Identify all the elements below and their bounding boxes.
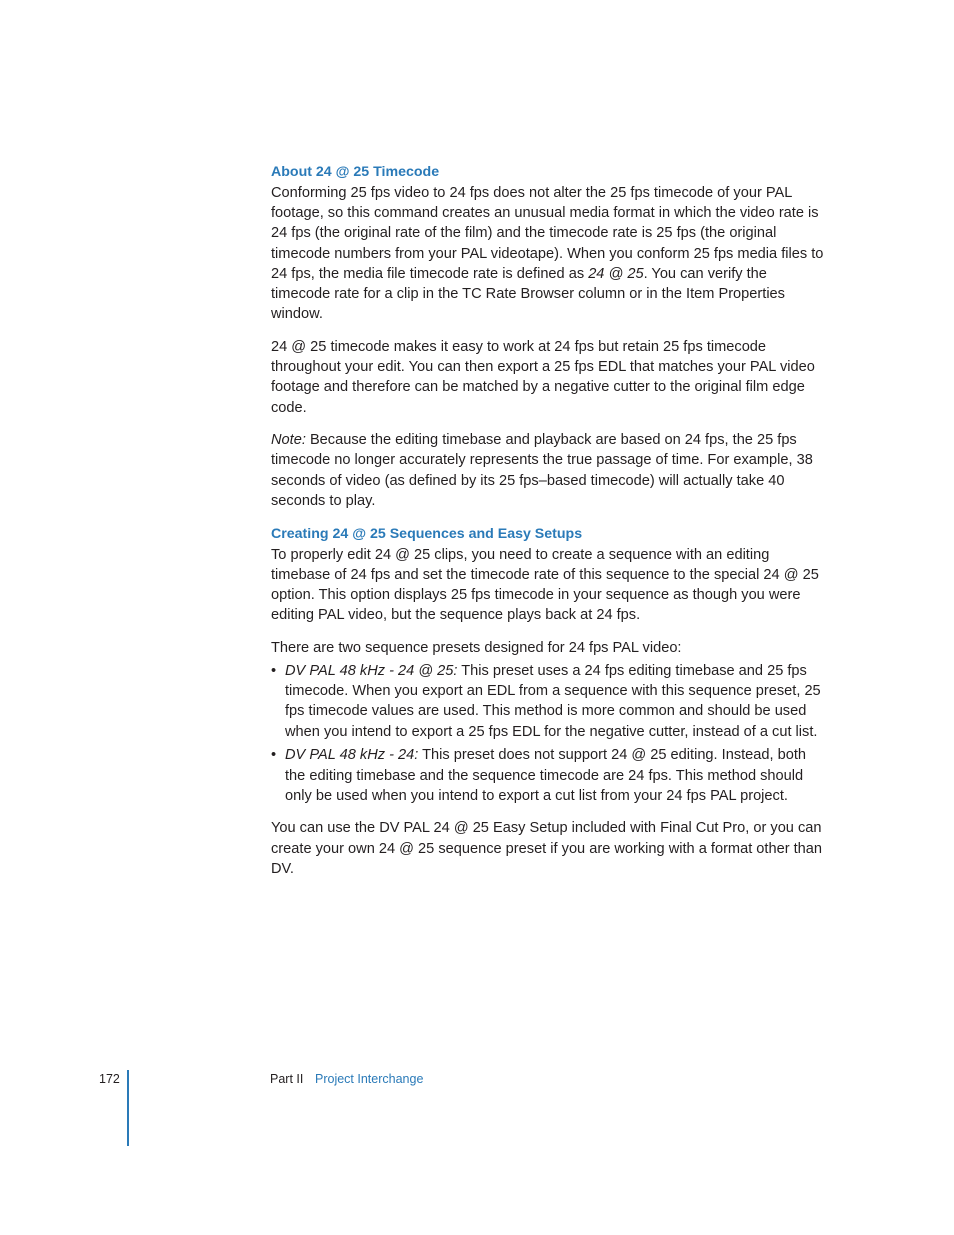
footer-divider <box>127 1070 129 1146</box>
page-number: 172 <box>99 1072 120 1086</box>
paragraph: You can use the DV PAL 24 @ 25 Easy Setup included with Final Cut Pro, or you can create your own 24 @ 25 sequence preset if you are working with a format other than DV. <box>271 820 823 877</box>
section-heading-about-timecode: About 24 @ 25 Timecode <box>271 164 440 180</box>
paragraph: There are two sequence presets designed for 24 fps PAL video: <box>271 639 682 656</box>
preset-name: DV PAL 48 kHz - 24: <box>285 747 419 764</box>
bullet: • <box>271 747 277 764</box>
paragraph-text: . You can verify the timecode rate for a clip in the TC Rate Browser column or in the Item Properties window. <box>271 265 785 323</box>
list-item <box>271 745 829 806</box>
paragraph: 24 @ 25 timecode makes it easy to work at 24 fps but retain 25 fps timecode throughout your edit. You can then export a 25 fps EDL that matches your PAL video footage and therefore can be matched by a negative cutter to the original film edge code. <box>271 338 815 416</box>
list-item <box>271 661 829 742</box>
paragraph: To properly edit 24 @ 25 clips, you need to create a sequence with an editing timebase of 24 fps and set the timecode rate of this sequence to the special 24 @ 25 option. This option displays 25 fps timecode in your sequence as though you were editing PAL video, but the sequence plays back at 24 fps. <box>271 546 819 624</box>
preset-name: DV PAL 48 kHz - 24 @ 25: <box>285 663 458 680</box>
footer-chapter-title: Project Interchange <box>315 1072 424 1086</box>
page-content <box>271 162 829 892</box>
bullet: • <box>271 663 277 680</box>
italic-term: 24 @ 25 <box>588 265 644 282</box>
paragraph-text: Conforming 25 fps video to 24 fps does not alter the 25 fps timecode of your PAL footage, so this command creates an unusual media format in which the video rate is 24 fps (the original rate of the film) and the timecode rate is 25 fps (the original timecode numbers from your PAL videotape). When you conform 25 fps media files to 24 fps, the media file timecode rate is defined as <box>271 185 824 282</box>
preset-list <box>271 661 829 806</box>
section-heading-creating-sequences: Creating 24 @ 25 Sequences and Easy Setups <box>271 525 583 542</box>
note-paragraph <box>271 430 829 511</box>
list-item-text: This preset does not support 24 @ 25 editing. Instead, both the editing timebase and the sequence timecode are 24 fps. This method should only be used when you intend to export a cut list from your 24 fps PAL project. <box>285 747 807 804</box>
note-label: Note: <box>271 432 306 449</box>
footer-part-label: Part II <box>270 1072 304 1086</box>
list-item-text: This preset uses a 24 fps editing timebase and 25 fps timecode. When you export an EDL from a sequence with this sequence preset, 25 fps timecode values are used. This method is more common and should be used when you intend to export a 25 fps EDL for the negative cutter, instead of a cut list. <box>285 663 821 740</box>
paragraph <box>271 183 829 324</box>
note-text: Because the editing timebase and playback are based on 24 fps, the 25 fps timecode no longer accurately represents the true passage of time. For example, 38 seconds of video (as defined by its 25 fps–based timecode) will actually take 40 seconds to play. <box>271 432 813 509</box>
